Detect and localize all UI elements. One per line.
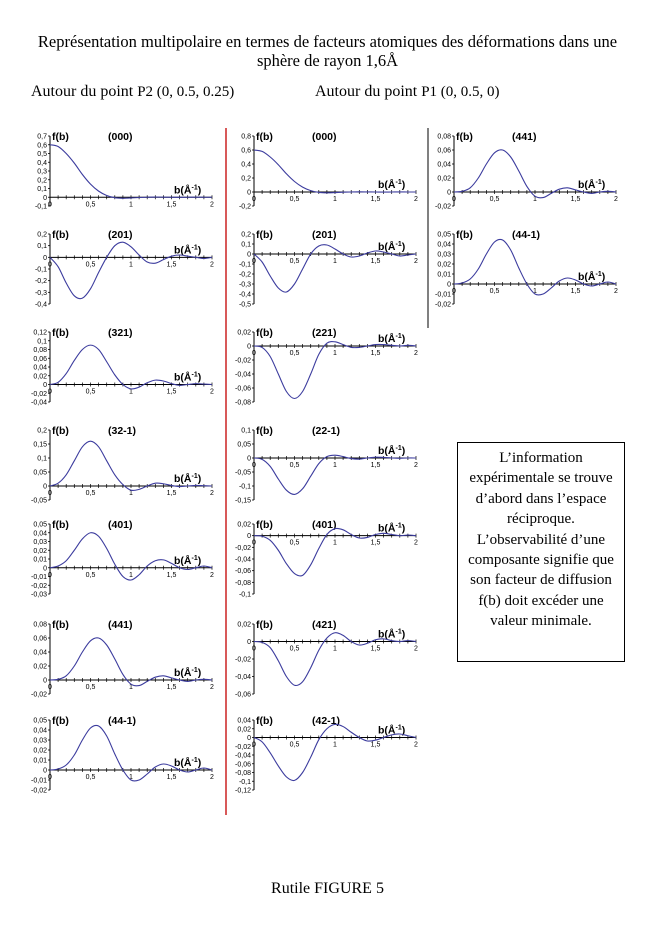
x-axis-label: $b(Å^{-1})$ [378,179,406,191]
x-tick-label: 0 [252,462,256,469]
x-tick-label: 0,5 [289,539,300,547]
y-tick-label: 0,04 [33,364,47,372]
x-tick-label: 1,5 [166,261,177,269]
y-tick-label: -0,08 [235,770,251,777]
x-tick-label: 0,5 [85,388,96,396]
y-tick-label: 0,4 [241,161,251,169]
x-tick-label: 2 [414,350,418,357]
y-axis-label: f(b) [52,715,69,727]
x-tick-label: 2 [614,288,618,295]
y-tick-label: 0,04 [437,161,451,169]
x-tick-label: 1,5 [166,571,177,579]
y-tick-label: 0,05 [33,521,47,529]
y-tick-label: -0,04 [235,371,251,379]
panel-label: (421) [312,619,337,631]
y-tick-label: 0,03 [33,539,47,546]
y-tick-label: -0,08 [235,579,251,587]
x-tick-label: 0 [252,350,256,357]
panel-label: (401) [108,519,133,531]
y-tick-label: -0,02 [31,691,47,699]
y-tick-label: -0,08 [235,399,251,407]
x-tick-label: 0,5 [85,684,96,691]
panel-label: (401) [312,519,337,531]
y-tick-label: -0,15 [235,497,251,505]
y-tick-label: -0,02 [435,301,451,309]
y-tick-label: -0,06 [235,385,251,393]
x-tick-label: 1 [333,645,337,653]
y-tick-label: -0,1 [34,203,47,211]
y-tick-label: 0,08 [33,347,47,354]
y-axis-label: f(b) [256,519,273,531]
y-tick-label: 0,05 [33,469,47,477]
panel-label: (44-1) [108,715,137,727]
x-axis-label: $b(Å^{-1})$ [378,241,406,253]
y-tick-label: -0,04 [235,556,251,564]
y-tick-label: 0,7 [37,133,47,141]
y-tick-label: 0,05 [237,441,251,449]
x-tick-label: 0,5 [289,196,300,203]
y-tick-label: 0,01 [33,757,47,765]
y-tick-label: 0,2 [37,177,47,185]
y-tick-label: 0 [247,533,251,541]
y-tick-label: 0,6 [37,142,47,150]
x-tick-label: 0,5 [85,774,96,781]
y-tick-label: -0,02 [31,787,47,795]
x-tick-label: 2 [210,684,214,691]
x-tick-label: 1 [129,388,133,396]
x-tick-label: 2 [414,539,418,547]
y-tick-label: 0,02 [33,747,47,755]
y-tick-label: 0 [43,254,47,262]
y-tick-label: 0,02 [237,726,251,734]
panel-label: (321) [108,327,133,339]
x-axis-label: $b(Å^{-1})$ [174,757,202,769]
x-axis-label: $b(Å^{-1})$ [578,179,606,191]
x-tick-label: 0 [252,741,256,749]
x-tick-label: 1 [333,741,337,749]
panel-label: (000) [108,131,133,143]
y-tick-label: -0,2 [238,271,251,279]
x-tick-label: 2 [210,571,214,579]
y-tick-label: -0,2 [34,278,47,286]
y-tick-label: -0,02 [235,357,251,365]
y-tick-label: 0,3 [37,168,47,176]
x-tick-label: 1 [333,350,337,357]
x-tick-label: 1,5 [370,462,381,469]
y-tick-label: -0,4 [238,291,251,299]
x-tick-label: 1 [333,462,337,469]
y-axis-label: f(b) [52,619,69,631]
y-tick-label: -0,04 [235,752,251,760]
y-tick-label: 0 [43,767,47,775]
panel-label: (22-1) [312,425,341,437]
x-tick-label: 2 [414,462,418,469]
x-tick-label: 0,5 [289,741,300,749]
y-tick-label: 0,03 [437,251,451,259]
y-tick-label: 0,03 [33,737,47,745]
y-tick-label: -0,05 [235,469,251,477]
x-axis-label: $b(Å^{-1})$ [378,522,406,535]
y-tick-label: 0,06 [437,147,451,155]
y-tick-label: 0,1 [37,243,47,251]
y-tick-label: -0,2 [238,203,251,211]
x-axis-label: $b(Å^{-1})$ [378,445,406,457]
y-axis-label: f(b) [256,131,273,143]
y-tick-label: 0 [247,343,251,351]
y-axis-label: f(b) [256,425,273,437]
x-tick-label: 2 [210,490,214,497]
y-axis-label: f(b) [256,715,273,727]
x-tick-label: 1,5 [166,684,177,691]
x-tick-label: 0 [452,196,456,203]
y-tick-label: -0,01 [31,574,47,581]
panel-label: (000) [312,131,337,143]
x-axis-label: $b(Å^{-1})$ [378,333,406,345]
y-tick-label: -0,04 [235,674,251,681]
y-tick-label: 0 [247,251,251,259]
x-axis-label: $b(Å^{-1})$ [174,371,202,384]
x-tick-label: 2 [210,261,214,269]
y-axis-label: f(b) [52,425,69,437]
y-tick-label: -0,02 [31,390,47,398]
y-tick-label: -0,3 [238,281,251,289]
x-axis-label: $b(Å^{-1})$ [378,724,406,737]
y-tick-label: 0,06 [33,635,47,643]
x-tick-label: 0 [252,539,256,547]
y-tick-label: 0,1 [37,186,47,193]
y-axis-label: f(b) [456,131,473,143]
x-axis-label: $b(Å^{-1})$ [174,554,202,567]
y-tick-label: -0,1 [34,266,47,274]
y-tick-label: 0,02 [33,663,47,671]
y-axis-label: f(b) [52,327,69,339]
info-text: L’information expérimentale se trouve d’abord dans l’espace réciproque. L’observabilité d’une composante signifie que son facteur de diffusion f(b) doit excéder une valeur minimale. [468,450,614,630]
y-tick-label: 0,06 [33,355,47,363]
x-tick-label: 0,5 [85,201,96,209]
y-tick-label: 0,2 [37,427,47,435]
y-tick-label: -0,1 [238,591,251,599]
y-tick-label: 0,2 [241,175,251,183]
y-tick-label: -0,4 [34,301,47,309]
y-tick-label: -0,12 [235,787,251,795]
y-tick-label: 0,08 [437,133,451,141]
panel-label: (221) [312,327,337,339]
x-tick-label: 1,5 [166,490,177,497]
y-tick-label: 0,2 [37,231,47,239]
y-tick-label: -0,5 [238,301,251,309]
x-tick-label: 2 [414,741,418,749]
y-tick-label: 0,04 [33,530,47,538]
y-tick-label: 0,1 [37,338,47,346]
x-tick-label: 1,5 [370,196,381,203]
y-tick-label: -0,1 [238,778,251,786]
x-tick-label: 1,5 [570,196,581,203]
y-tick-label: 0,02 [437,261,451,269]
x-tick-label: 1 [129,774,133,781]
x-tick-label: 0,5 [489,288,500,295]
x-tick-label: 2 [210,388,214,396]
y-tick-label: 0 [43,565,47,573]
x-tick-label: 0 [48,684,52,691]
y-tick-label: -0,06 [235,568,251,576]
x-tick-label: 0,5 [289,258,300,265]
x-axis-label: $b(Å^{-1})$ [174,184,202,197]
x-axis-label: $b(Å^{-1})$ [174,667,202,679]
y-tick-label: 0,02 [33,547,47,555]
x-tick-label: 2 [414,645,418,653]
panel-label: (201) [312,229,337,241]
x-axis-label: $b(Å^{-1})$ [174,473,202,485]
y-tick-label: 0 [247,639,251,646]
x-tick-label: 1,5 [370,741,381,749]
x-axis-label: $b(Å^{-1})$ [378,628,406,641]
x-tick-label: 1 [129,261,133,269]
y-tick-label: 0,8 [241,133,251,141]
y-tick-label: 0,2 [241,231,251,239]
x-tick-label: 1 [129,201,133,209]
panel-label: (441) [108,619,133,631]
y-tick-label: 0,6 [241,147,251,155]
x-tick-label: 0 [48,261,52,269]
y-tick-label: 0 [43,677,47,685]
y-tick-label: 0,04 [33,727,47,735]
x-tick-label: 1 [533,288,537,295]
panel-label: (42-1) [312,715,341,727]
y-tick-label: 0,04 [33,649,47,657]
page-title: Représentation multipolaire en termes de facteurs atomiques des déformations dans une sphère de rayon 1,6Å [37,32,618,70]
x-tick-label: 1,5 [166,388,177,396]
x-tick-label: 1 [333,196,337,203]
y-tick-label: -0,02 [235,743,251,751]
y-tick-label: 0,4 [37,159,47,167]
y-tick-label: -0,06 [235,761,251,769]
y-tick-label: -0,3 [34,289,47,297]
x-tick-label: 1,5 [166,774,177,781]
x-tick-label: 0,5 [289,462,300,469]
y-tick-label: 0 [247,189,251,197]
x-tick-label: 0 [48,490,52,497]
x-tick-label: 0,5 [289,350,300,357]
x-tick-label: 1,5 [370,645,381,653]
panel-label: (44-1) [512,229,541,241]
y-tick-label: 0 [43,194,47,202]
x-tick-label: 1 [129,490,133,497]
y-tick-label: 0,02 [33,373,47,381]
panel-label: (441) [512,131,537,143]
x-tick-label: 0 [252,645,256,653]
y-tick-label: 0 [447,281,451,289]
x-tick-label: 1,5 [370,539,381,547]
x-tick-label: 2 [414,258,418,265]
info-box [457,442,625,662]
y-tick-label: -0,05 [31,497,47,505]
y-tick-label: 0,02 [237,329,251,337]
x-tick-label: 1,5 [166,201,177,209]
y-tick-label: -0,1 [238,261,251,269]
x-axis-label: $b(Å^{-1})$ [578,271,606,283]
x-tick-label: 2 [614,196,618,203]
y-tick-label: 0,1 [241,427,251,435]
y-axis-label: f(b) [52,519,69,531]
y-tick-label: 0,04 [237,717,251,725]
y-tick-label: 0,05 [437,231,451,239]
y-tick-label: -0,02 [235,656,251,664]
x-tick-label: 0,5 [85,261,96,269]
x-tick-label: 0,5 [489,196,500,203]
y-tick-label: 0,15 [33,441,47,449]
x-tick-label: 0 [48,201,52,209]
left-heading-text: Autour du point [31,83,134,100]
x-tick-label: 1,5 [370,258,381,265]
right-heading-point: P1 (0, 0.5, 0) [421,84,500,100]
x-tick-label: 0,5 [289,645,300,653]
y-tick-label: 0 [447,189,451,197]
x-tick-label: 1 [333,539,337,547]
x-tick-label: 1 [533,196,537,203]
y-tick-label: 0,02 [237,521,251,529]
x-tick-label: 1 [333,258,337,265]
y-tick-label: -0,02 [31,582,47,590]
y-tick-label: -0,04 [31,399,47,407]
x-tick-label: 1 [129,571,133,579]
y-tick-label: 0 [43,382,47,389]
y-tick-label: -0,1 [238,483,251,491]
y-tick-label: 0,12 [33,329,47,337]
y-tick-label: 0 [247,455,251,463]
right-heading-text: Autour du point [315,83,418,100]
x-tick-label: 1,5 [570,288,581,295]
figure-caption: Rutile FIGURE 5 [271,880,384,897]
x-tick-label: 1 [129,684,133,691]
y-tick-label: 0,02 [237,621,251,629]
y-axis-label: f(b) [52,131,69,143]
y-axis-label: f(b) [456,229,473,241]
y-tick-label: 0,04 [437,241,451,249]
x-tick-label: 1,5 [370,350,381,357]
y-tick-label: -0,03 [31,591,47,599]
x-axis-label: $b(Å^{-1})$ [174,244,202,257]
x-tick-label: 2 [210,201,214,209]
y-tick-label: 0,1 [241,241,251,249]
y-tick-label: 0 [247,735,251,742]
x-tick-label: 0,5 [85,490,96,497]
x-tick-label: 2 [414,196,418,203]
left-heading-point: P2 (0, 0.5, 0.25) [137,84,235,100]
x-tick-label: 2 [210,774,214,781]
x-tick-label: 0 [48,774,52,781]
y-tick-label: 0,01 [437,271,451,279]
y-tick-label: 0,5 [37,151,47,158]
y-tick-label: -0,06 [235,691,251,699]
y-tick-label: 0,01 [33,556,47,564]
y-axis-label: f(b) [256,327,273,339]
y-tick-label: -0,01 [31,777,47,785]
x-tick-label: 0,5 [85,571,96,579]
y-tick-label: 0,08 [33,621,47,629]
y-tick-label: -0,01 [435,291,451,299]
y-axis-label: f(b) [256,229,273,241]
y-tick-label: -0,02 [435,203,451,211]
y-tick-label: 0,05 [33,717,47,725]
y-tick-label: 0,02 [437,175,451,183]
x-tick-label: 0 [48,388,52,396]
x-tick-label: 0 [252,258,256,265]
x-tick-label: 0 [452,288,456,295]
panel-label: (201) [108,229,133,241]
x-tick-label: 0 [252,196,256,203]
y-axis-label: f(b) [52,229,69,241]
y-axis-label: f(b) [256,619,273,631]
y-tick-label: 0,1 [37,455,47,463]
panel-label: (32-1) [108,425,137,437]
y-tick-label: 0 [43,483,47,491]
x-tick-label: 0 [48,571,52,579]
y-tick-label: -0,02 [235,544,251,552]
